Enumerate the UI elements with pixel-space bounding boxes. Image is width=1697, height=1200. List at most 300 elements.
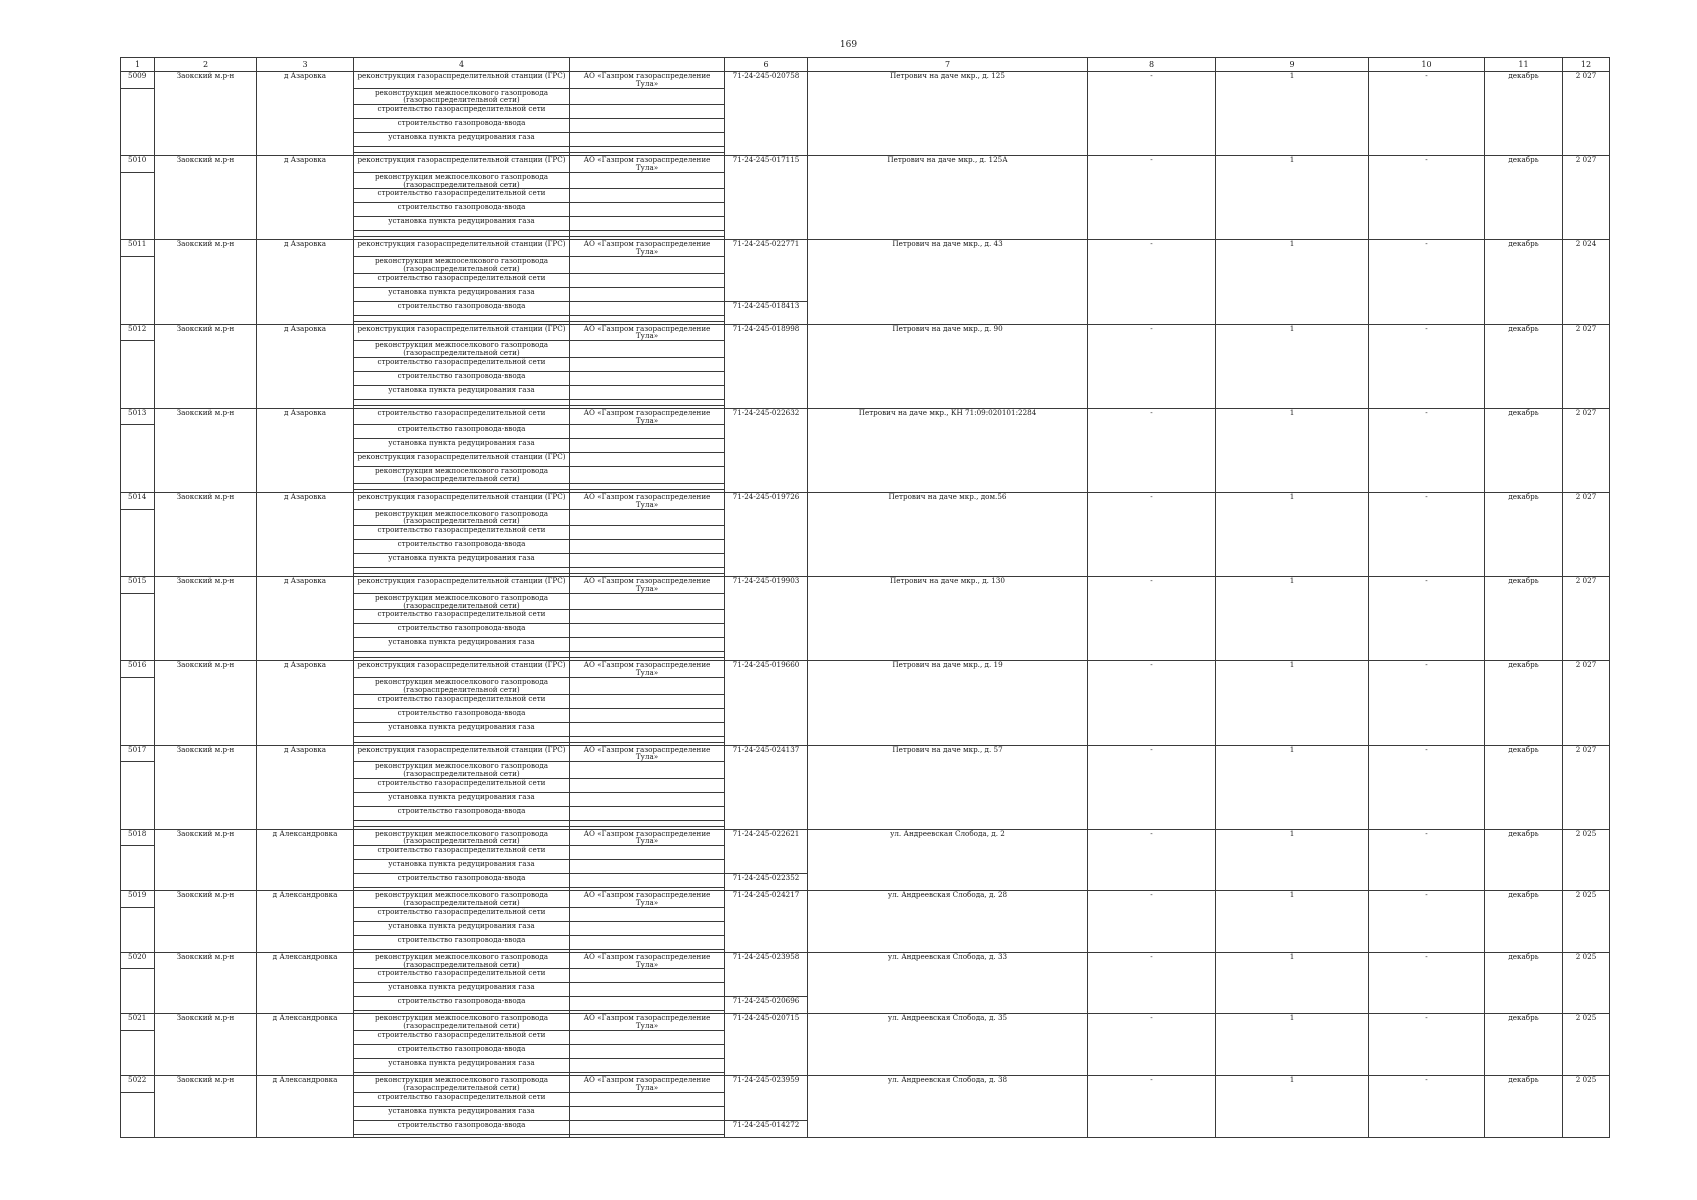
org-spacer [570, 439, 725, 453]
page-number: 169 [839, 40, 858, 50]
work-item: установка пункта редуцирования газа [354, 1106, 570, 1120]
org-cell: АО «Газпром газораспределение Тула» [570, 577, 725, 594]
settlement-cell: д Азаровка [257, 72, 354, 156]
org-cell: АО «Газпром газораспределение Тула» [570, 1076, 725, 1093]
work-item: строительство газопровода-ввода [354, 540, 570, 554]
work-item: реконструкция межпоселкового газопровода (газораспределительной сети) [354, 172, 570, 189]
record-row [121, 72, 1610, 89]
work-item: установка пункта редуцирования газа [354, 385, 570, 399]
work-item: установка пункта редуцирования газа [354, 439, 570, 453]
year-cell: 2 025 [1563, 829, 1610, 891]
code-cell: 71-24-245-022621 [725, 829, 808, 874]
org-spacer [570, 907, 725, 921]
work-item: установка пункта редуцирования газа [354, 554, 570, 568]
org-spacer [570, 526, 725, 540]
work-item: строительство газопровода-ввода [354, 1120, 570, 1134]
work-item: строительство газораспределительной сети [354, 1092, 570, 1106]
code-cell: 71-24-245-024137 [725, 745, 808, 829]
record-row [121, 952, 1610, 969]
work-item: строительство газопровода-ввода [354, 1045, 570, 1059]
settlement-cell: д Александровка [257, 829, 354, 891]
col8-cell: - [1088, 408, 1216, 492]
work-item: реконструкция межпоселкового газопровода (газораспределительной сети) [354, 1076, 570, 1093]
org-cell: АО «Газпром газораспределение Тула» [570, 72, 725, 89]
org-cell: АО «Газпром газораспределение Тула» [570, 156, 725, 173]
month-cell: декабрь [1485, 745, 1563, 829]
org-spacer [570, 778, 725, 792]
work-item: установка пункта редуцирования газа [354, 921, 570, 935]
district-cell: Заокский м.р-н [155, 829, 257, 891]
col9-cell: 1 [1216, 324, 1369, 408]
settlement-cell: д Александровка [257, 1076, 354, 1138]
number-spacer [121, 425, 155, 493]
year-cell: 2 027 [1563, 661, 1610, 745]
record-number: 5016 [121, 661, 155, 678]
org-spacer [570, 638, 725, 652]
org-spacer [570, 273, 725, 287]
code-cell: 71-24-245-022352 [725, 874, 808, 891]
org-cell: АО «Газпром газораспределение Тула» [570, 661, 725, 678]
work-item: реконструкция газораспределительной станции (ГРС) [354, 453, 570, 467]
col10-cell: - [1369, 661, 1485, 745]
work-item: установка пункта редуцирования газа [354, 638, 570, 652]
work-item: строительство газораспределительной сети [354, 969, 570, 983]
number-spacer [121, 88, 155, 156]
org-spacer [570, 301, 725, 315]
work-item: строительство газораспределительной сети [354, 408, 570, 425]
address-cell: ул. Андреевская Слобода, д. 38 [808, 1076, 1088, 1138]
org-spacer [570, 1045, 725, 1059]
org-spacer [570, 624, 725, 638]
table-body [121, 72, 1610, 1138]
org-spacer [570, 453, 725, 467]
record-number: 5011 [121, 240, 155, 257]
settlement-cell: д Азаровка [257, 492, 354, 576]
org-spacer [570, 341, 725, 358]
col9-cell: 1 [1216, 156, 1369, 240]
org-spacer [570, 217, 725, 231]
org-cell: АО «Газпром газораспределение Тула» [570, 952, 725, 969]
work-item: строительство газопровода-ввода [354, 708, 570, 722]
org-cell: АО «Газпром газораспределение Тула» [570, 1014, 725, 1031]
record-row [121, 156, 1610, 173]
col9-cell: 1 [1216, 577, 1369, 661]
work-item: реконструкция межпоселкового газопровода (газораспределительной сети) [354, 467, 570, 484]
work-item: реконструкция межпоселкового газопровода (газораспределительной сети) [354, 88, 570, 105]
col9-cell: 1 [1216, 745, 1369, 829]
district-cell: Заокский м.р-н [155, 324, 257, 408]
settlement-cell: д Азаровка [257, 324, 354, 408]
code-cell: 71-24-245-018413 [725, 301, 808, 324]
column-header: 11 [1485, 58, 1563, 72]
address-cell: ул. Андреевская Слобода, д. 33 [808, 952, 1088, 1014]
org-spacer [570, 133, 725, 147]
work-item: строительство газораспределительной сети [354, 778, 570, 792]
work-item: строительство газопровода-ввода [354, 119, 570, 133]
work-item: строительство газораспределительной сети [354, 273, 570, 287]
district-cell: Заокский м.р-н [155, 72, 257, 156]
col10-cell: - [1369, 891, 1485, 953]
col10-cell: - [1369, 324, 1485, 408]
work-item: реконструкция газораспределительной станции (ГРС) [354, 577, 570, 594]
work-item: установка пункта редуцирования газа [354, 860, 570, 874]
org-spacer [570, 1106, 725, 1120]
org-spacer [570, 983, 725, 997]
month-cell: декабрь [1485, 492, 1563, 576]
address-cell: Петрович на даче мкр., д. 19 [808, 661, 1088, 745]
number-spacer [121, 593, 155, 661]
col8-cell: - [1088, 577, 1216, 661]
address-cell: Петрович на даче мкр., КН 71:09:020101:2284 [808, 408, 1088, 492]
col8-cell: - [1088, 745, 1216, 829]
org-spacer [570, 509, 725, 526]
month-cell: декабрь [1485, 891, 1563, 953]
org-spacer [570, 997, 725, 1011]
org-spacer [570, 256, 725, 273]
settlement-cell: д Александровка [257, 891, 354, 953]
code-cell: 71-24-245-022632 [725, 408, 808, 492]
year-cell: 2 024 [1563, 240, 1610, 324]
record-number: 5022 [121, 1076, 155, 1093]
work-item: строительство газопровода-ввода [354, 203, 570, 217]
month-cell: декабрь [1485, 324, 1563, 408]
column-header: 7 [808, 58, 1088, 72]
org-spacer [570, 371, 725, 385]
col8-cell: - [1088, 324, 1216, 408]
code-cell: 71-24-245-019726 [725, 492, 808, 576]
org-spacer [570, 119, 725, 133]
work-item: строительство газопровода-ввода [354, 371, 570, 385]
col10-cell: - [1369, 577, 1485, 661]
org-spacer [570, 610, 725, 624]
org-spacer [570, 1134, 725, 1137]
col8-cell: - [1088, 240, 1216, 324]
settlement-cell: д Азаровка [257, 661, 354, 745]
record-row [121, 1014, 1610, 1031]
org-spacer [570, 1031, 725, 1045]
number-spacer [121, 1031, 155, 1076]
address-cell: Петрович на даче мкр., д. 125А [808, 156, 1088, 240]
work-item: реконструкция газораспределительной станции (ГРС) [354, 240, 570, 257]
year-cell: 2 027 [1563, 156, 1610, 240]
work-item: реконструкция газораспределительной станции (ГРС) [354, 745, 570, 762]
year-cell: 2 025 [1563, 891, 1610, 953]
settlement-cell: д Александровка [257, 1014, 354, 1076]
column-number-row [121, 58, 1610, 72]
gas-works-table [120, 57, 1610, 1138]
address-cell: Петрович на даче мкр., д. 90 [808, 324, 1088, 408]
year-cell: 2 027 [1563, 324, 1610, 408]
col10-cell: - [1369, 1014, 1485, 1076]
org-spacer [570, 969, 725, 983]
code-cell: 71-24-245-014272 [725, 1120, 808, 1137]
district-cell: Заокский м.р-н [155, 745, 257, 829]
org-spacer [570, 1059, 725, 1073]
address-cell: Петрович на даче мкр., д. 43 [808, 240, 1088, 324]
col9-cell: 1 [1216, 952, 1369, 1014]
org-spacer [570, 806, 725, 820]
col8-cell: - [1088, 492, 1216, 576]
column-header: 1 [121, 58, 155, 72]
work-item: установка пункта редуцирования газа [354, 217, 570, 231]
col8-cell: - [1088, 72, 1216, 156]
settlement-cell: д Азаровка [257, 240, 354, 324]
column-header [570, 58, 725, 72]
org-cell: АО «Газпром газораспределение Тула» [570, 492, 725, 509]
org-spacer [570, 172, 725, 189]
org-cell: АО «Газпром газораспределение Тула» [570, 240, 725, 257]
work-item: строительство газораспределительной сети [354, 526, 570, 540]
col9-cell: 1 [1216, 829, 1369, 891]
work-item: строительство газораспределительной сети [354, 694, 570, 708]
org-spacer [570, 792, 725, 806]
work-item: реконструкция межпоселкового газопровода (газораспределительной сети) [354, 762, 570, 779]
settlement-cell: д Александровка [257, 952, 354, 1014]
org-spacer [570, 357, 725, 371]
org-cell: АО «Газпром газораспределение Тула» [570, 829, 725, 846]
org-cell: АО «Газпром газораспределение Тула» [570, 324, 725, 341]
month-cell: декабрь [1485, 156, 1563, 240]
record-number: 5012 [121, 324, 155, 341]
work-item: строительство газопровода-ввода [354, 806, 570, 820]
settlement-cell: д Азаровка [257, 577, 354, 661]
month-cell: декабрь [1485, 829, 1563, 891]
number-spacer [121, 341, 155, 409]
district-cell: Заокский м.р-н [155, 240, 257, 324]
number-spacer [121, 172, 155, 240]
org-spacer [570, 677, 725, 694]
org-spacer [570, 540, 725, 554]
code-cell: 71-24-245-019660 [725, 661, 808, 745]
org-spacer [570, 88, 725, 105]
work-item: строительство газораспределительной сети [354, 610, 570, 624]
year-cell: 2 025 [1563, 1014, 1610, 1076]
org-spacer [570, 722, 725, 736]
org-spacer [570, 1120, 725, 1134]
number-spacer [121, 846, 155, 891]
col10-cell: - [1369, 952, 1485, 1014]
work-item: строительство газораспределительной сети [354, 357, 570, 371]
org-spacer [570, 467, 725, 484]
number-spacer [121, 509, 155, 577]
work-item: реконструкция межпоселкового газопровода (газораспределительной сети) [354, 509, 570, 526]
work-item: установка пункта редуцирования газа [354, 287, 570, 301]
col10-cell: - [1369, 492, 1485, 576]
year-cell: 2 027 [1563, 745, 1610, 829]
work-item: установка пункта редуцирования газа [354, 792, 570, 806]
org-spacer [570, 874, 725, 888]
year-cell: 2 025 [1563, 952, 1610, 1014]
work-item: установка пункта редуцирования газа [354, 722, 570, 736]
column-header: 8 [1088, 58, 1216, 72]
org-spacer [570, 1092, 725, 1106]
record-number: 5009 [121, 72, 155, 89]
work-item: реконструкция межпоселкового газопровода (газораспределительной сети) [354, 891, 570, 908]
work-item: строительство газопровода-ввода [354, 935, 570, 949]
record-row [121, 661, 1610, 678]
record-number: 5019 [121, 891, 155, 908]
month-cell: декабрь [1485, 577, 1563, 661]
work-item: реконструкция газораспределительной станции (ГРС) [354, 661, 570, 678]
org-cell: АО «Газпром газораспределение Тула» [570, 408, 725, 425]
month-cell: декабрь [1485, 72, 1563, 156]
col9-cell: 1 [1216, 240, 1369, 324]
district-cell: Заокский м.р-н [155, 1076, 257, 1138]
col10-cell: - [1369, 72, 1485, 156]
code-cell: 71-24-245-024217 [725, 891, 808, 953]
col10-cell: - [1369, 156, 1485, 240]
code-cell: 71-24-245-020715 [725, 1014, 808, 1076]
district-cell: Заокский м.р-н [155, 408, 257, 492]
record-number: 5017 [121, 745, 155, 762]
org-spacer [570, 935, 725, 949]
month-cell: декабрь [1485, 240, 1563, 324]
code-cell: 71-24-245-017115 [725, 156, 808, 240]
org-spacer [570, 287, 725, 301]
address-cell: Петрович на даче мкр., д. 57 [808, 745, 1088, 829]
district-cell: Заокский м.р-н [155, 1014, 257, 1076]
record-row [121, 829, 1610, 846]
org-spacer [570, 385, 725, 399]
col9-cell: 1 [1216, 72, 1369, 156]
address-cell: ул. Андреевская Слобода, д. 28 [808, 891, 1088, 953]
col8-cell: - [1088, 1076, 1216, 1138]
work-item: реконструкция межпоселкового газопровода (газораспределительной сети) [354, 256, 570, 273]
record-number: 5010 [121, 156, 155, 173]
work-item: установка пункта редуцирования газа [354, 983, 570, 997]
col9-cell: 1 [1216, 891, 1369, 953]
work-item: строительство газораспределительной сети [354, 189, 570, 203]
record-row [121, 324, 1610, 341]
record-row [121, 745, 1610, 762]
district-cell: Заокский м.р-н [155, 492, 257, 576]
number-spacer [121, 1092, 155, 1137]
col10-cell: - [1369, 829, 1485, 891]
address-cell: ул. Андреевская Слобода, д. 35 [808, 1014, 1088, 1076]
code-cell: 71-24-245-023959 [725, 1076, 808, 1121]
column-header: 4 [354, 58, 570, 72]
work-item: строительство газораспределительной сети [354, 907, 570, 921]
number-spacer [121, 907, 155, 952]
work-item: реконструкция газораспределительной станции (ГРС) [354, 72, 570, 89]
org-spacer [570, 189, 725, 203]
district-cell: Заокский м.р-н [155, 577, 257, 661]
record-row [121, 1076, 1610, 1093]
work-item: реконструкция газораспределительной станции (ГРС) [354, 324, 570, 341]
col9-cell: 1 [1216, 1076, 1369, 1138]
year-cell: 2 027 [1563, 408, 1610, 492]
district-cell: Заокский м.р-н [155, 891, 257, 953]
work-item: реконструкция межпоселкового газопровода (газораспределительной сети) [354, 829, 570, 846]
work-item: строительство газораспределительной сети [354, 846, 570, 860]
code-cell: 71-24-245-020758 [725, 72, 808, 156]
district-cell: Заокский м.р-н [155, 661, 257, 745]
settlement-cell: д Азаровка [257, 745, 354, 829]
col9-cell: 1 [1216, 408, 1369, 492]
record-row [121, 492, 1610, 509]
address-cell: Петрович на даче мкр., д. 130 [808, 577, 1088, 661]
work-item: реконструкция межпоселкового газопровода (газораспределительной сети) [354, 677, 570, 694]
record-number: 5015 [121, 577, 155, 594]
col10-cell: - [1369, 240, 1485, 324]
month-cell: декабрь [1485, 661, 1563, 745]
record-number: 5013 [121, 408, 155, 425]
address-cell: Петрович на даче мкр., дом.56 [808, 492, 1088, 576]
record-row [121, 240, 1610, 257]
column-header: 12 [1563, 58, 1610, 72]
number-spacer [121, 969, 155, 1014]
work-item: строительство газопровода-ввода [354, 874, 570, 888]
work-item: реконструкция газораспределительной станции (ГРС) [354, 492, 570, 509]
code-cell: 71-24-245-023958 [725, 952, 808, 997]
month-cell: декабрь [1485, 408, 1563, 492]
org-spacer [570, 708, 725, 722]
org-spacer [570, 860, 725, 874]
org-spacer [570, 593, 725, 610]
col10-cell: - [1369, 408, 1485, 492]
code-cell: 71-24-245-019903 [725, 577, 808, 661]
col8-cell: - [1088, 661, 1216, 745]
work-item: реконструкция межпоселкового газопровода (газораспределительной сети) [354, 593, 570, 610]
record-row [121, 577, 1610, 594]
col8-cell: - [1088, 952, 1216, 1014]
col9-cell: 1 [1216, 661, 1369, 745]
work-item: строительство газопровода-ввода [354, 425, 570, 439]
work-item: строительство газораспределительной сети [354, 1031, 570, 1045]
record-number: 5021 [121, 1014, 155, 1031]
number-spacer [121, 677, 155, 745]
work-item: реконструкция межпоселкового газопровода (газораспределительной сети) [354, 341, 570, 358]
col8-cell: - [1088, 156, 1216, 240]
work-item: установка пункта редуцирования газа [354, 1059, 570, 1073]
record-number: 5020 [121, 952, 155, 969]
code-cell: 71-24-245-022771 [725, 240, 808, 301]
col10-cell: - [1369, 745, 1485, 829]
org-spacer [570, 425, 725, 439]
col8-cell: - [1088, 829, 1216, 891]
code-cell: 71-24-245-018998 [725, 324, 808, 408]
address-cell: ул. Андреевская Слобода, д. 2 [808, 829, 1088, 891]
org-spacer [570, 846, 725, 860]
work-item: реконструкция межпоселкового газопровода (газораспределительной сети) [354, 952, 570, 969]
column-header: 9 [1216, 58, 1369, 72]
column-header: 2 [155, 58, 257, 72]
settlement-cell: д Азаровка [257, 408, 354, 492]
column-header: 3 [257, 58, 354, 72]
col8-cell: - [1088, 891, 1216, 953]
org-spacer [570, 554, 725, 568]
work-item: строительство газопровода-ввода [354, 301, 570, 315]
year-cell: 2 027 [1563, 72, 1610, 156]
org-cell: АО «Газпром газораспределение Тула» [570, 745, 725, 762]
work-item: строительство газораспределительной сети [354, 105, 570, 119]
column-header: 10 [1369, 58, 1485, 72]
settlement-cell: д Азаровка [257, 156, 354, 240]
address-cell: Петрович на даче мкр., д. 125 [808, 72, 1088, 156]
org-cell: АО «Газпром газораспределение Тула» [570, 891, 725, 908]
work-item: строительство газопровода-ввода [354, 997, 570, 1011]
number-spacer [121, 762, 155, 830]
month-cell: декабрь [1485, 952, 1563, 1014]
col9-cell: 1 [1216, 492, 1369, 576]
work-item: реконструкция межпоселкового газопровода (газораспределительной сети) [354, 1014, 570, 1031]
org-spacer [570, 694, 725, 708]
col9-cell: 1 [1216, 1014, 1369, 1076]
code-cell: 71-24-245-020696 [725, 997, 808, 1014]
record-number: 5014 [121, 492, 155, 509]
record-row [121, 891, 1610, 908]
district-cell: Заокский м.р-н [155, 156, 257, 240]
